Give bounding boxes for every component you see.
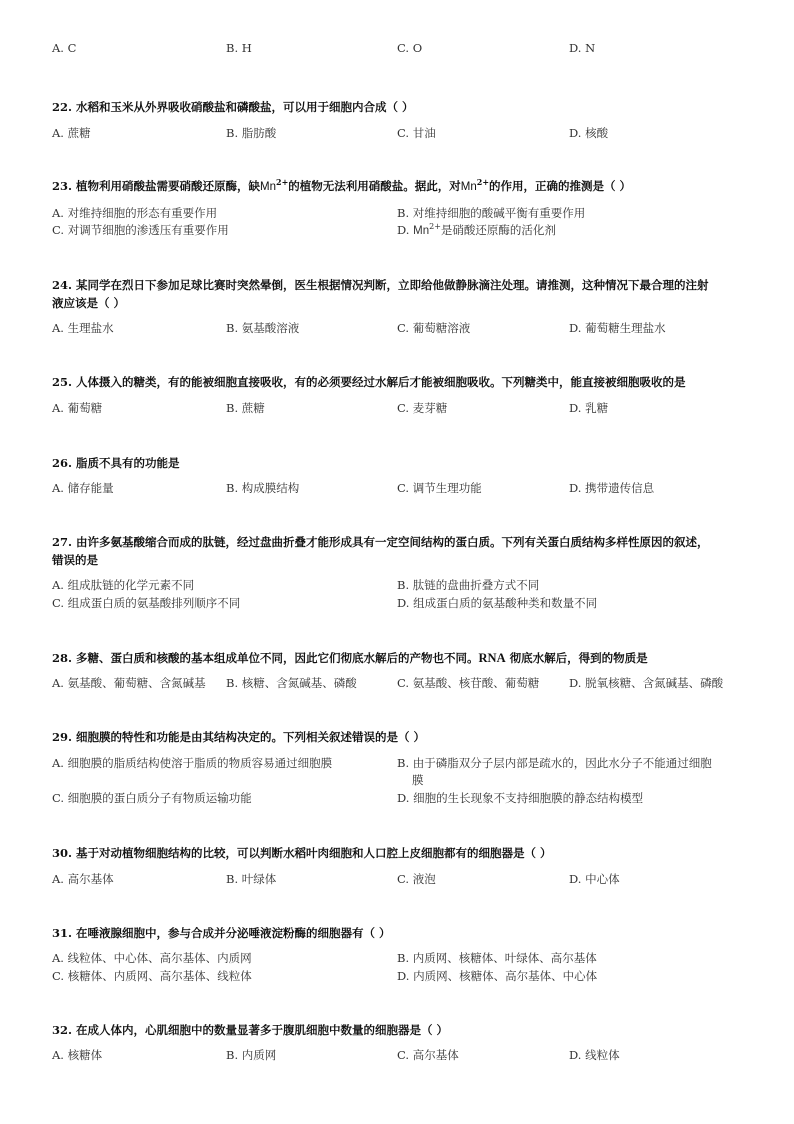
q32-option-d: D. 线粒体 xyxy=(569,1048,620,1062)
q30-option-b: B. 叶绿体 xyxy=(226,872,277,886)
question-22-stem: 22. 水稻和玉米从外界吸收硝酸盐和磷酸盐，可以用于细胞内合成（ ） xyxy=(52,100,414,114)
question-27-stem-line2: 错误的是 xyxy=(52,553,98,567)
q24-option-a: A. 生理盐水 xyxy=(52,321,114,335)
q31-option-a: A. 线粒体、中心体、高尔基体、内质网 xyxy=(52,951,252,965)
q22-option-c: C. 甘油 xyxy=(397,126,436,140)
q25-option-d: D. 乳糖 xyxy=(569,401,609,415)
q27-option-b: B. 肽链的盘曲折叠方式不同 xyxy=(397,578,540,592)
question-28-stem xyxy=(52,650,648,666)
q30-option-c: C. 液泡 xyxy=(397,872,436,886)
q23-ion-charge: 2+ xyxy=(276,177,289,188)
q30-option-a: A. 高尔基体 xyxy=(52,872,114,886)
q23-option-a: A. 对维持细胞的形态有重要作用 xyxy=(52,206,218,220)
q21-option-c: C. O xyxy=(397,41,423,55)
q21-option-b: B. H xyxy=(226,41,252,55)
question-30-stem: 30. 基于对动植物细胞结构的比较，可以判断水稻叶肉细胞和人口腔上皮细胞都有的细胞器是（ ） xyxy=(52,846,552,860)
q24-option-c: C. 葡萄糖溶液 xyxy=(397,321,471,335)
question-31-stem: 31. 在唾液腺细胞中，参与合成并分泌唾液淀粉酶的细胞器有（ ） xyxy=(52,926,391,940)
question-23-stem xyxy=(52,178,631,195)
q24-option-d: D. 葡萄糖生理盐水 xyxy=(569,321,666,335)
q22-option-a: A. 蔗糖 xyxy=(52,126,91,140)
q21-option-d: D. N xyxy=(569,41,596,55)
q28-option-b: B. 核糖、含氮碱基、磷酸 xyxy=(226,676,357,690)
q28-stem-part1: 28. 多糖、蛋白质和核酸的基本组成单位不同，因此它们彻底水解后的产物也不同。 xyxy=(52,651,479,665)
q29-option-c: C. 细胞膜的蛋白质分子有物质运输功能 xyxy=(52,791,252,805)
q26-option-c: C. 调节生理功能 xyxy=(397,481,482,495)
q29-option-b: B. 由于磷脂双分子层内部是疏水的，因此水分子不能通过细胞 xyxy=(397,756,712,770)
q31-option-d: D. 内质网、核糖体、高尔基体、中心体 xyxy=(397,969,598,983)
q28-option-d: D. 脱氧核糖、含氮碱基、磷酸 xyxy=(569,676,724,690)
q23-option-d-charge: 2+ xyxy=(429,222,441,232)
q26-option-b: B. 构成膜结构 xyxy=(226,481,300,495)
q27-option-a: A. 组成肽链的化学元素不同 xyxy=(52,578,195,592)
question-24-stem-line2: 液应该是（ ） xyxy=(52,296,126,310)
q23-option-d-text: 是硝酸还原酶的活化剂 xyxy=(440,223,556,237)
q23-ion-2: Mn xyxy=(460,181,477,193)
q26-option-a: A. 储存能量 xyxy=(52,481,114,495)
q21-option-a: A. C xyxy=(52,41,77,55)
question-24-stem-line1: 24. 某同学在烈日下参加足球比赛时突然晕倒，医生根据情况判断，立即给他做静脉滴注处理。请推测，这种情况下最合理的注射 xyxy=(52,278,709,292)
question-32-stem: 32. 在成人体内，心肌细胞中的数量显著多于腹肌细胞中数量的细胞器是（ ） xyxy=(52,1023,449,1037)
q23-stem-part3: 的作用，正确的推测是（ ） xyxy=(489,179,632,193)
q27-option-d: D. 组成蛋白质的氨基酸种类和数量不同 xyxy=(397,596,598,610)
q26-option-d: D. 携带遗传信息 xyxy=(569,481,655,495)
q23-option-d-ion: Mn xyxy=(413,225,430,237)
q23-ion: Mn xyxy=(260,181,276,193)
q32-option-c: C. 高尔基体 xyxy=(397,1048,459,1062)
question-25-stem: 25. 人体摄入的糖类，有的能被细胞直接吸收，有的必须要经过水解后才能被细胞吸收。下列糖类中，能直接被细胞吸收的是 xyxy=(52,375,686,389)
q32-option-a: A. 核糖体 xyxy=(52,1048,103,1062)
q23-option-c: C. 对调节细胞的渗透压有重要作用 xyxy=(52,223,229,237)
q31-option-c: C. 核糖体、内质网、高尔基体、线粒体 xyxy=(52,969,252,983)
q23-stem-part1: 23. 植物利用硝酸盐需要硝酸还原酶，缺 xyxy=(52,179,261,193)
question-27-stem-line1: 27. 由许多氨基酸缩合而成的肽链，经过盘曲折叠才能形成具有一定空间结构的蛋白质。下列有关蛋白质结构多样性原因的叙述， xyxy=(52,535,709,549)
q23-ion-charge-2: 2+ xyxy=(476,177,490,188)
q23-stem-part2: 的植物无法利用硝酸盐。据此，对 xyxy=(288,179,461,193)
q25-option-b: B. 蔗糖 xyxy=(226,401,265,415)
q29-option-a: A. 细胞膜的脂质结构使溶于脂质的物质容易通过细胞膜 xyxy=(52,756,333,770)
q22-option-b: B. 脂肪酸 xyxy=(226,126,277,140)
q28-rna: RNA xyxy=(478,651,506,665)
q25-option-a: A. 葡萄糖 xyxy=(52,401,103,415)
q28-option-c: C. 氨基酸、核苷酸、葡萄糖 xyxy=(397,676,540,690)
q25-option-c: C. 麦芽糖 xyxy=(397,401,448,415)
question-29-stem: 29. 细胞膜的特性和功能是由其结构决定的。下列相关叙述错误的是（ ） xyxy=(52,730,426,744)
q23-option-b: B. 对维持细胞的酸碱平衡有重要作用 xyxy=(397,206,586,220)
q31-option-b: B. 内质网、核糖体、叶绿体、高尔基体 xyxy=(397,951,597,965)
q22-option-d: D. 核酸 xyxy=(569,126,609,140)
q28-stem-part2: 彻底水解后，得到的物质是 xyxy=(505,651,648,665)
q32-option-b: B. 内质网 xyxy=(226,1048,277,1062)
question-26-stem: 26. 脂质不具有的功能是 xyxy=(52,456,180,470)
q24-option-b: B. 氨基酸溶液 xyxy=(226,321,300,335)
q23-option-d xyxy=(397,222,556,239)
q30-option-d: D. 中心体 xyxy=(569,872,620,886)
q27-option-c: C. 组成蛋白质的氨基酸排列顺序不同 xyxy=(52,596,241,610)
q28-option-a: A. 氨基酸、葡萄糖、含氮碱基 xyxy=(52,676,206,690)
q29-option-d: D. 细胞的生长现象不支持细胞膜的静态结构模型 xyxy=(397,791,644,805)
q29-option-b-wrap: 膜 xyxy=(412,773,424,787)
q23-option-d-label: D. xyxy=(397,223,414,237)
